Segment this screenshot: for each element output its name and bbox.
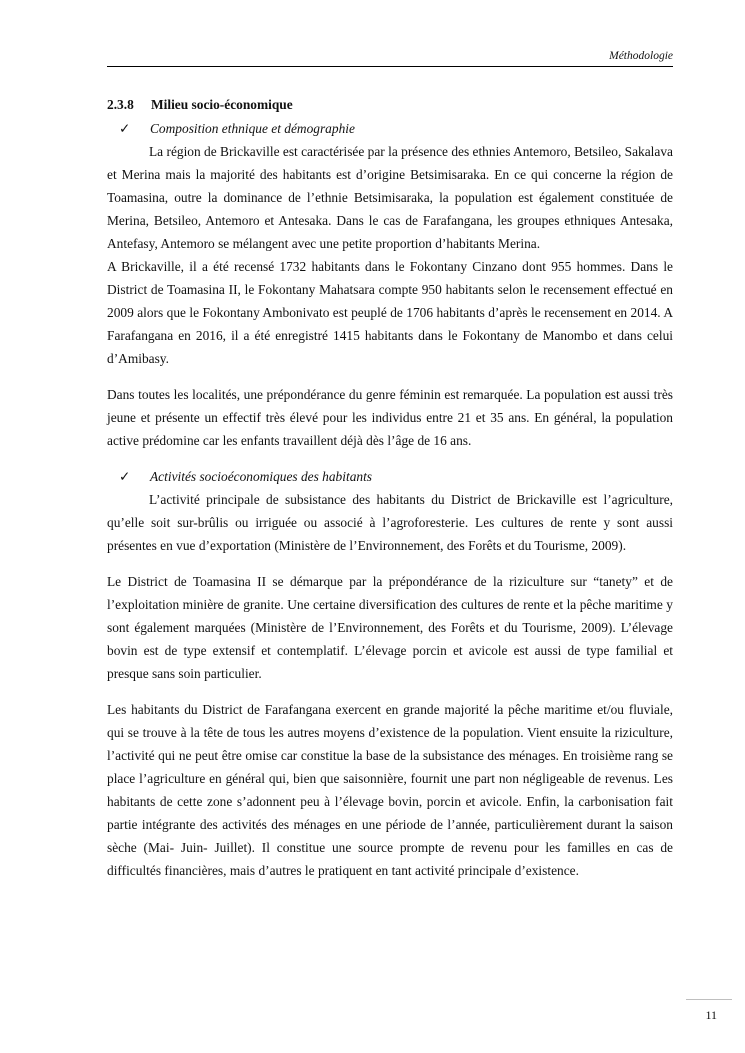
- paragraph-brickaville-activities: L’activité principale de subsistance des habitants du District de Brickaville est l’agriculture, qu’elle soit sur-brûlis ou irriguée ou associé à l’agroforesterie. Les cultures de rente y sont aussi présentes en vue d’exportation (Ministère de l’Environnement, des Forêts et du Tourisme, 2009).: [107, 492, 673, 553]
- subsection-title: Composition ethnique et démographie: [150, 121, 355, 136]
- paragraph-toamasina-activities: Le District de Toamasina II se démarque par la prépondérance de la riziculture sur “tanety” et de l’exploitation minière de granite. Une certaine diversification des cultures de rente et la pêche maritime y sont également marquées (Ministère de l’Environnement, des Forêts et du Tourisme, 2009). L’élevage bovin est de type extensif et contemplatif. L’élevage porcin et avicole est aussi de type familial et presque sans soin particulier.: [107, 574, 673, 681]
- section-heading: [107, 93, 673, 116]
- page-body: [107, 93, 673, 882]
- subsection-title: Activités socioéconomiques des habitants: [150, 469, 373, 484]
- header-rule: [107, 66, 673, 67]
- checkmark-icon: ✓: [119, 121, 131, 136]
- subsection-heading-demography: [119, 117, 673, 140]
- running-header: Méthodologie: [609, 50, 673, 62]
- footer-rule: [686, 999, 732, 1000]
- page-number: 11: [705, 1008, 717, 1022]
- subsection-heading-activities: [119, 465, 673, 488]
- paragraph-farafangana-activities: Les habitants du District de Farafangana exercent en grande majorité la pêche maritime et/ou fluviale, qui se trouve à la tête de tous les autres moyens d’existence de la population. Vient ensuite la riziculture, l’activité qui ne peut être omise car constitue la base de la subsistance des ménages. En troisième rang se place l’agriculture en général qui, bien que saisonnière, fournit une part non négligeable de revenus. Les habitants de cette zone s’adonnent peu à l’élevage bovin, porcin et avicole. Enfin, la carbonisation fait partie intégrante des activités des ménages en une période de l’année, particulièrement durant la saison sèche (Mai- Juin- Juillet). Il constitue une source prompte de revenu pour les familles en cas de difficultés financières, mais d’autres le pratiquent en tant activité principale d’existence.: [107, 702, 673, 878]
- paragraph-ethnic-composition: La région de Brickaville est caractérisée par la présence des ethnies Antemoro, Betsileo, Sakalava et Merina mais la majorité des habitants est d’origine Betsimisaraka. En ce qui concerne la région de Toamasina, outre la dominance de l’ethnie Betsimisaraka, la population est également constituée de Merina, Betsileo, Antemoro et Antesaka. Dans le cas de Farafangana, les groupes ethniques Antesaka, Antefasy, Antemoro se mélangent avec une petite proportion d’habitants Merina.: [107, 144, 673, 251]
- section-title: Milieu socio-économique: [151, 97, 293, 112]
- paragraph-population-census: A Brickaville, il a été recensé 1732 habitants dans le Fokontany Cinzano dont 955 hommes. Dans le District de Toamasina II, le Fokontany Mahatsara compte 950 habitants selon le recensement effectué en 2009 alors que le Fokontany Ambonivato est peuplé de 1706 habitants d’après le recensement en 2014. A Farafangana en 2016, il a été enregistré 1415 habitants dans le Fokontany de Manombo et dans celui d’Amibasy.: [107, 259, 673, 366]
- section-number: 2.3.8: [107, 97, 134, 112]
- checkmark-icon: ✓: [119, 469, 131, 484]
- paragraph-gender-age: Dans toutes les localités, une prépondérance du genre féminin est remarquée. La population est aussi très jeune et présente un effectif très élevé pour les individus entre 21 et 35 ans. En général, la population active prédomine car les enfants travaillent déjà dès l’âge de 16 ans.: [107, 387, 673, 448]
